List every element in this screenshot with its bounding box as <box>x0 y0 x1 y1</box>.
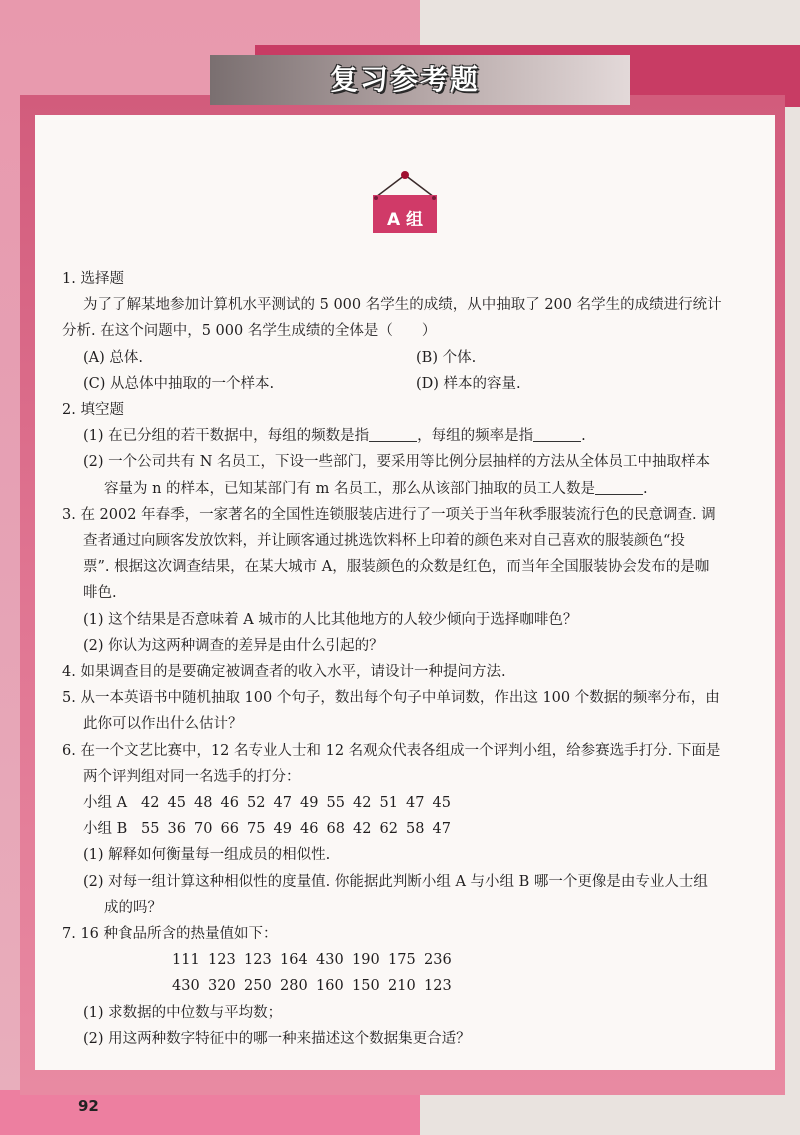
q3-sub-1: (1) 这个结果是否意味着 A 城市的人比其他地方的人较少倾向于选择咖啡色？ <box>83 611 578 628</box>
option-d: (D) 样本的容量. <box>416 375 521 392</box>
calorie-row-2: 430 320 250 280 160 150 210 123 <box>172 978 452 995</box>
q1-stem-1: 为了了解某地参加计算机水平测试的 5 000 名学生的成绩，从中抽取了 200 名学生的成绩进行统计 <box>83 297 722 314</box>
q6-line-2: 两个评判组对同一名选手的打分： <box>83 768 301 785</box>
q7-sub-1: (1) 求数据的中位数与平均数； <box>83 1004 283 1021</box>
q6-line-1: 6. 在一个文艺比赛中，12 名专业人士和 12 名观众代表各组成一个评判小组，给参赛选手打分. 下面是 <box>62 742 721 759</box>
q1-stem-2: 分析. 在这个问题中，5 000 名学生成绩的全体是（ ） <box>62 323 437 340</box>
answer-blank <box>533 427 581 442</box>
q1-options-row-2 <box>62 371 762 397</box>
q7-sub-2: (2) 用这两种数字特征中的哪一种来描述这个数据集更合适？ <box>83 1030 471 1047</box>
q3-line-2: 查者通过向顾客发放饮料，并让顾客通过挑选饮料杯上印着的颜色来对自己喜欢的服装颜色“投 <box>83 533 685 550</box>
q6-sub-2a: (2) 对每一组计算这种相似性的度量值. 你能据此判断小组 A 与小组 B 哪一个更像是由专业人士组 <box>83 873 708 890</box>
q5-line-2: 此你可以作出什么估计？ <box>83 716 243 733</box>
q3-line-1: 3. 在 2002 年春季，一家著名的全国性连锁服装店进行了一项关于当年秋季服装流行色的民意调查. 调 <box>62 506 716 523</box>
q1-options-row-1 <box>62 345 762 371</box>
question-list <box>62 266 762 1052</box>
group-b-scores: 小组 B 55 36 70 66 75 49 46 68 42 62 58 47 <box>83 821 451 838</box>
q2-heading: 2. 填空题 <box>62 402 124 419</box>
page-number: 92 <box>78 1097 99 1115</box>
q6-sub-1: (1) 解释如何衡量每一组成员的相似性. <box>83 847 331 864</box>
group-a-scores: 小组 A 42 45 48 46 52 47 49 55 42 51 47 45 <box>83 795 451 812</box>
calorie-row-1: 111 123 123 164 430 190 175 236 <box>172 952 452 969</box>
q3-sub-2: (2) 你认为这两种调查的差异是由什么引起的？ <box>83 637 384 654</box>
q3-line-3: 票”. 根据这次调查结果，在某大城市 A，服装颜色的众数是红色，而当年全国服装协会发布的是咖 <box>83 559 710 576</box>
q2-part-2b: 容量为 n 的样本，已知某部门有 m 名员工，那么从该部门抽取的员工人数是 . <box>104 480 648 497</box>
q2-part-2a: (2) 一个公司共有 N 名员工，下设一些部门，要采用等比例分层抽样的方法从全体员工中抽取样本 <box>83 454 711 471</box>
page-title: 复习参考题 <box>329 63 480 96</box>
answer-blank <box>369 427 417 442</box>
option-a: (A) 总体. <box>83 349 144 366</box>
group-label: A 组 <box>386 210 424 230</box>
answer-blank <box>595 480 643 495</box>
q1-heading: 1. 选择题 <box>62 271 124 287</box>
q3-line-4: 啡色. <box>83 585 117 602</box>
q6-sub-2b: 成的吗？ <box>104 899 162 916</box>
option-c: (C) 从总体中抽取的一个样本. <box>83 375 275 392</box>
q4: 4. 如果调查目的是要确定被调查者的收入水平，请设计一种提问方法. <box>62 664 506 681</box>
q5-line-1: 5. 从一本英语书中随机抽取 100 个句子，数出每个句子中单词数，作出这 100 个数据的频率分布，由 <box>62 690 720 707</box>
q7-line-1: 7. 16 种食品所含的热量值如下： <box>62 926 278 943</box>
footer-pink-strip <box>0 1090 420 1135</box>
option-b: (B) 个体. <box>416 349 477 366</box>
q2-part-1: (1) 在已分组的若干数据中，每组的频数是指 ，每组的频率是指 . <box>83 428 586 445</box>
